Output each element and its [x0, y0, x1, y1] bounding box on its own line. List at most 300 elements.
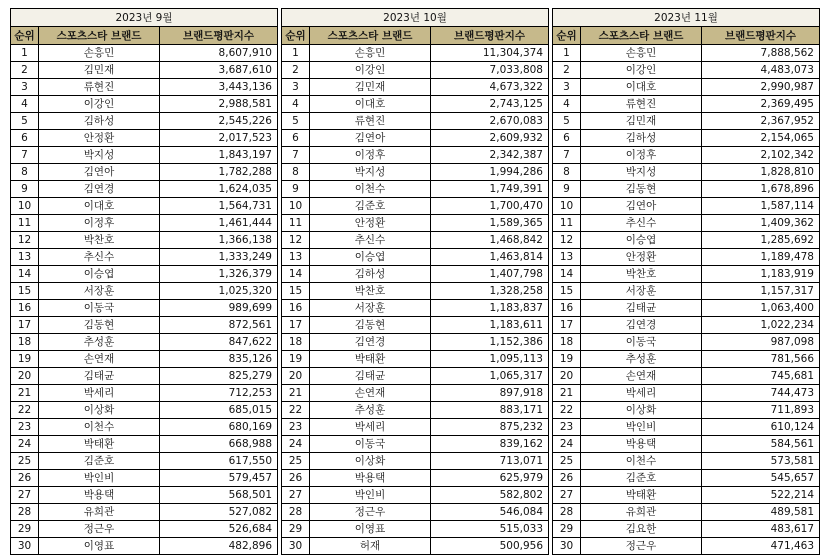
rank-cell: 5 [282, 113, 310, 130]
brand-name-cell: 김요한 [581, 521, 702, 538]
table-row [553, 198, 820, 215]
score-cell: 1,326,379 [160, 266, 278, 283]
table-row [553, 402, 820, 419]
score-cell: 3,443,136 [160, 79, 278, 96]
score-cell: 7,033,808 [431, 62, 549, 79]
table-row [282, 470, 549, 487]
rank-cell: 7 [11, 147, 39, 164]
rank-cell: 29 [553, 521, 581, 538]
brand-name-cell: 김연아 [310, 130, 431, 147]
score-cell: 711,893 [702, 402, 820, 419]
table-row [553, 249, 820, 266]
table-row [553, 487, 820, 504]
rank-cell: 28 [282, 504, 310, 521]
rank-cell: 3 [282, 79, 310, 96]
table-row [282, 164, 549, 181]
brand-name-cell: 김하성 [310, 266, 431, 283]
rank-cell: 29 [282, 521, 310, 538]
score-cell: 1,063,400 [702, 300, 820, 317]
ranking-table-2 [281, 8, 549, 555]
rank-cell: 9 [11, 181, 39, 198]
rank-cell: 24 [553, 436, 581, 453]
score-cell: 2,017,523 [160, 130, 278, 147]
rank-cell: 2 [553, 62, 581, 79]
rank-cell: 20 [553, 368, 581, 385]
rank-cell: 29 [11, 521, 39, 538]
score-cell: 2,367,952 [702, 113, 820, 130]
table-row [553, 266, 820, 283]
table-row [282, 351, 549, 368]
table-row [282, 504, 549, 521]
brand-name-cell: 김민재 [310, 79, 431, 96]
rank-cell: 21 [11, 385, 39, 402]
table-row [282, 198, 549, 215]
score-cell: 1,843,197 [160, 147, 278, 164]
table-row [282, 317, 549, 334]
rank-cell: 14 [11, 266, 39, 283]
table-row [282, 538, 549, 555]
brand-name-cell: 추신수 [581, 215, 702, 232]
score-cell: 1,022,234 [702, 317, 820, 334]
score-cell: 1,994,286 [431, 164, 549, 181]
brand-name-cell: 김태균 [310, 368, 431, 385]
rank-cell: 14 [553, 266, 581, 283]
brand-name-cell: 이승엽 [310, 249, 431, 266]
rank-cell: 5 [553, 113, 581, 130]
table-row [282, 232, 549, 249]
brand-name-cell: 박인비 [39, 470, 160, 487]
rank-cell: 24 [282, 436, 310, 453]
score-cell: 2,990,987 [702, 79, 820, 96]
table-row [11, 317, 278, 334]
rank-cell: 26 [282, 470, 310, 487]
rank-cell: 26 [553, 470, 581, 487]
brand-name-cell: 이승엽 [581, 232, 702, 249]
brand-name-cell: 서장훈 [581, 283, 702, 300]
score-cell: 610,124 [702, 419, 820, 436]
table-row [11, 300, 278, 317]
rank-cell: 17 [553, 317, 581, 334]
brand-name-cell: 이대호 [310, 96, 431, 113]
table-row [11, 147, 278, 164]
brand-name-cell: 박용택 [39, 487, 160, 504]
score-cell: 1,564,731 [160, 198, 278, 215]
table-row [282, 266, 549, 283]
score-cell: 1,407,798 [431, 266, 549, 283]
brand-name-cell: 이강인 [310, 62, 431, 79]
brand-name-cell: 정근우 [581, 538, 702, 555]
table-row [282, 96, 549, 113]
score-header: 브랜드평판지수 [431, 27, 549, 45]
brand-name-cell: 김준호 [39, 453, 160, 470]
score-cell: 11,304,374 [431, 45, 549, 62]
brand-name-cell: 안정환 [581, 249, 702, 266]
table-row [11, 368, 278, 385]
score-cell: 872,561 [160, 317, 278, 334]
ranking-table-1 [10, 8, 278, 555]
score-header: 브랜드평판지수 [702, 27, 820, 45]
table-row [282, 334, 549, 351]
brand-name-cell: 이강인 [39, 96, 160, 113]
rank-cell: 20 [11, 368, 39, 385]
table-row [11, 79, 278, 96]
brand-name-cell: 이동국 [581, 334, 702, 351]
table-row [553, 96, 820, 113]
rank-cell: 28 [11, 504, 39, 521]
brand-name-cell: 박태환 [581, 487, 702, 504]
table-row [553, 283, 820, 300]
brand-name-cell: 이영표 [310, 521, 431, 538]
table-row [282, 419, 549, 436]
rank-cell: 15 [553, 283, 581, 300]
rank-cell: 27 [282, 487, 310, 504]
table-row [553, 470, 820, 487]
ranking-table-3 [552, 8, 820, 555]
rank-cell: 23 [282, 419, 310, 436]
score-cell: 713,071 [431, 453, 549, 470]
score-cell: 685,015 [160, 402, 278, 419]
rank-cell: 9 [553, 181, 581, 198]
rank-cell: 15 [282, 283, 310, 300]
brand-name-cell: 손흥민 [581, 45, 702, 62]
rank-cell: 1 [282, 45, 310, 62]
score-cell: 1,328,258 [431, 283, 549, 300]
brand-name-cell: 박찬호 [310, 283, 431, 300]
table-row [553, 436, 820, 453]
table-row [282, 147, 549, 164]
score-cell: 2,609,932 [431, 130, 549, 147]
score-cell: 7,888,562 [702, 45, 820, 62]
table-row [11, 232, 278, 249]
table-row [553, 453, 820, 470]
brand-header: 스포츠스타 브랜드 [310, 27, 431, 45]
rank-header: 순위 [282, 27, 310, 45]
table-row [11, 504, 278, 521]
table-row [553, 385, 820, 402]
rank-cell: 24 [11, 436, 39, 453]
score-cell: 1,828,810 [702, 164, 820, 181]
rank-cell: 22 [282, 402, 310, 419]
table-row [11, 164, 278, 181]
brand-name-cell: 이상화 [581, 402, 702, 419]
brand-name-cell: 김하성 [581, 130, 702, 147]
score-cell: 471,463 [702, 538, 820, 555]
rank-cell: 16 [11, 300, 39, 317]
table-row [11, 521, 278, 538]
table-row [282, 283, 549, 300]
score-cell: 1,463,814 [431, 249, 549, 266]
score-cell: 744,473 [702, 385, 820, 402]
table-row [553, 215, 820, 232]
brand-name-cell: 손연재 [310, 385, 431, 402]
score-cell: 989,699 [160, 300, 278, 317]
brand-name-cell: 김민재 [39, 62, 160, 79]
table-row [282, 113, 549, 130]
rank-cell: 7 [553, 147, 581, 164]
brand-name-cell: 이정후 [310, 147, 431, 164]
month-title: 2023년 11월 [553, 9, 820, 27]
score-cell: 4,483,073 [702, 62, 820, 79]
table-row [553, 79, 820, 96]
brand-name-cell: 허재 [310, 538, 431, 555]
rank-cell: 27 [553, 487, 581, 504]
rank-cell: 17 [11, 317, 39, 334]
brand-name-cell: 이동국 [39, 300, 160, 317]
score-cell: 1,095,113 [431, 351, 549, 368]
brand-name-cell: 김연아 [581, 198, 702, 215]
table-row [553, 317, 820, 334]
rank-cell: 16 [282, 300, 310, 317]
rank-cell: 12 [11, 232, 39, 249]
rank-cell: 18 [553, 334, 581, 351]
brand-name-cell: 유희관 [39, 504, 160, 521]
score-cell: 1,183,837 [431, 300, 549, 317]
table-row [11, 198, 278, 215]
brand-name-cell: 이강인 [581, 62, 702, 79]
score-cell: 1,587,114 [702, 198, 820, 215]
score-cell: 1,157,317 [702, 283, 820, 300]
score-cell: 4,673,322 [431, 79, 549, 96]
rank-cell: 20 [282, 368, 310, 385]
score-cell: 1,700,470 [431, 198, 549, 215]
table-row [282, 300, 549, 317]
table-row [11, 436, 278, 453]
table-row [282, 436, 549, 453]
rank-cell: 25 [282, 453, 310, 470]
table-row [553, 368, 820, 385]
table-row [11, 266, 278, 283]
table-row [11, 402, 278, 419]
score-cell: 1,065,317 [431, 368, 549, 385]
table-row [11, 419, 278, 436]
table-row [553, 164, 820, 181]
brand-name-cell: 박인비 [581, 419, 702, 436]
score-cell: 835,126 [160, 351, 278, 368]
rank-cell: 13 [11, 249, 39, 266]
table-row [553, 181, 820, 198]
rank-cell: 12 [553, 232, 581, 249]
table-row [282, 249, 549, 266]
rank-cell: 10 [11, 198, 39, 215]
brand-name-cell: 추신수 [39, 249, 160, 266]
brand-name-cell: 김동현 [581, 181, 702, 198]
table-row [553, 334, 820, 351]
score-cell: 781,566 [702, 351, 820, 368]
score-cell: 668,988 [160, 436, 278, 453]
table-row [282, 215, 549, 232]
score-cell: 745,681 [702, 368, 820, 385]
score-cell: 1,333,249 [160, 249, 278, 266]
rank-cell: 22 [11, 402, 39, 419]
score-cell: 1,183,919 [702, 266, 820, 283]
brand-name-cell: 손연재 [39, 351, 160, 368]
score-header: 브랜드평판지수 [160, 27, 278, 45]
rank-cell: 26 [11, 470, 39, 487]
score-cell: 584,561 [702, 436, 820, 453]
brand-name-cell: 박세리 [581, 385, 702, 402]
rank-cell: 4 [282, 96, 310, 113]
score-cell: 482,896 [160, 538, 278, 555]
table-row [282, 368, 549, 385]
rank-cell: 3 [11, 79, 39, 96]
score-cell: 1,366,138 [160, 232, 278, 249]
rank-cell: 6 [282, 130, 310, 147]
table-row [282, 62, 549, 79]
table-row [553, 232, 820, 249]
brand-name-cell: 박지성 [39, 147, 160, 164]
table-row [11, 181, 278, 198]
rank-cell: 25 [11, 453, 39, 470]
score-cell: 579,457 [160, 470, 278, 487]
score-cell: 617,550 [160, 453, 278, 470]
rank-cell: 16 [553, 300, 581, 317]
score-cell: 1,468,842 [431, 232, 549, 249]
table-row [553, 538, 820, 555]
score-cell: 2,743,125 [431, 96, 549, 113]
month-title: 2023년 9월 [11, 9, 278, 27]
table-row [553, 521, 820, 538]
rank-cell: 27 [11, 487, 39, 504]
score-cell: 825,279 [160, 368, 278, 385]
score-cell: 680,169 [160, 419, 278, 436]
brand-name-cell: 박찬호 [581, 266, 702, 283]
table-row [282, 385, 549, 402]
brand-name-cell: 손연재 [581, 368, 702, 385]
brand-name-cell: 이대호 [581, 79, 702, 96]
rank-cell: 1 [553, 45, 581, 62]
score-cell: 500,956 [431, 538, 549, 555]
rank-cell: 23 [553, 419, 581, 436]
table-row [11, 283, 278, 300]
brand-name-cell: 김연경 [310, 334, 431, 351]
table-row [282, 453, 549, 470]
rank-cell: 30 [553, 538, 581, 555]
rank-cell: 17 [282, 317, 310, 334]
brand-name-cell: 추성훈 [581, 351, 702, 368]
brand-name-cell: 김민재 [581, 113, 702, 130]
score-cell: 527,082 [160, 504, 278, 521]
brand-header: 스포츠스타 브랜드 [581, 27, 702, 45]
score-cell: 8,607,910 [160, 45, 278, 62]
score-cell: 1,183,611 [431, 317, 549, 334]
score-cell: 546,084 [431, 504, 549, 521]
rank-cell: 11 [282, 215, 310, 232]
rank-cell: 2 [282, 62, 310, 79]
brand-name-cell: 박지성 [310, 164, 431, 181]
brand-name-cell: 김연경 [39, 181, 160, 198]
table-row [11, 538, 278, 555]
rank-cell: 19 [11, 351, 39, 368]
rank-cell: 22 [553, 402, 581, 419]
brand-name-cell: 손흥민 [310, 45, 431, 62]
brand-name-cell: 이천수 [581, 453, 702, 470]
rank-cell: 8 [282, 164, 310, 181]
rank-cell: 3 [553, 79, 581, 96]
rank-cell: 28 [553, 504, 581, 521]
brand-name-cell: 김연아 [39, 164, 160, 181]
brand-name-cell: 이천수 [310, 181, 431, 198]
rank-cell: 18 [282, 334, 310, 351]
table-row [553, 351, 820, 368]
rank-cell: 6 [553, 130, 581, 147]
brand-name-cell: 김연경 [581, 317, 702, 334]
table-row [11, 470, 278, 487]
rank-cell: 9 [282, 181, 310, 198]
table-row [282, 130, 549, 147]
score-cell: 483,617 [702, 521, 820, 538]
table-row [282, 79, 549, 96]
score-cell: 545,657 [702, 470, 820, 487]
table-row [553, 419, 820, 436]
rank-cell: 11 [11, 215, 39, 232]
brand-name-cell: 이동국 [310, 436, 431, 453]
rank-cell: 19 [553, 351, 581, 368]
brand-name-cell: 김태균 [581, 300, 702, 317]
month-title: 2023년 10월 [282, 9, 549, 27]
score-cell: 875,232 [431, 419, 549, 436]
brand-name-cell: 류현진 [310, 113, 431, 130]
score-cell: 1,152,386 [431, 334, 549, 351]
score-cell: 3,687,610 [160, 62, 278, 79]
table-row [553, 130, 820, 147]
brand-name-cell: 서장훈 [39, 283, 160, 300]
table-row [11, 96, 278, 113]
score-cell: 1,025,320 [160, 283, 278, 300]
score-cell: 2,369,495 [702, 96, 820, 113]
brand-name-cell: 이영표 [39, 538, 160, 555]
table-row [11, 130, 278, 147]
rank-cell: 21 [282, 385, 310, 402]
brand-name-cell: 추성훈 [310, 402, 431, 419]
brand-name-cell: 박찬호 [39, 232, 160, 249]
table-row [553, 45, 820, 62]
score-cell: 1,749,391 [431, 181, 549, 198]
rank-cell: 4 [11, 96, 39, 113]
brand-name-cell: 이대호 [39, 198, 160, 215]
brand-name-cell: 박용택 [310, 470, 431, 487]
score-cell: 839,162 [431, 436, 549, 453]
table-row [282, 402, 549, 419]
table-row [282, 45, 549, 62]
score-cell: 712,253 [160, 385, 278, 402]
brand-name-cell: 김준호 [310, 198, 431, 215]
score-cell: 2,342,387 [431, 147, 549, 164]
rank-cell: 6 [11, 130, 39, 147]
table-row [553, 113, 820, 130]
score-cell: 2,988,581 [160, 96, 278, 113]
brand-name-cell: 김태균 [39, 368, 160, 385]
score-cell: 1,409,362 [702, 215, 820, 232]
score-cell: 1,589,365 [431, 215, 549, 232]
rank-cell: 7 [282, 147, 310, 164]
brand-name-cell: 이상화 [39, 402, 160, 419]
table-row [553, 147, 820, 164]
score-cell: 625,979 [431, 470, 549, 487]
brand-name-cell: 김동현 [39, 317, 160, 334]
brand-name-cell: 이승엽 [39, 266, 160, 283]
score-cell: 489,581 [702, 504, 820, 521]
brand-name-cell: 류현진 [581, 96, 702, 113]
rank-cell: 11 [553, 215, 581, 232]
rank-cell: 2 [11, 62, 39, 79]
table-row [11, 334, 278, 351]
score-cell: 568,501 [160, 487, 278, 504]
rank-cell: 4 [553, 96, 581, 113]
ranking-tables-area [10, 8, 823, 550]
table-row [11, 351, 278, 368]
score-cell: 522,214 [702, 487, 820, 504]
rank-cell: 13 [282, 249, 310, 266]
